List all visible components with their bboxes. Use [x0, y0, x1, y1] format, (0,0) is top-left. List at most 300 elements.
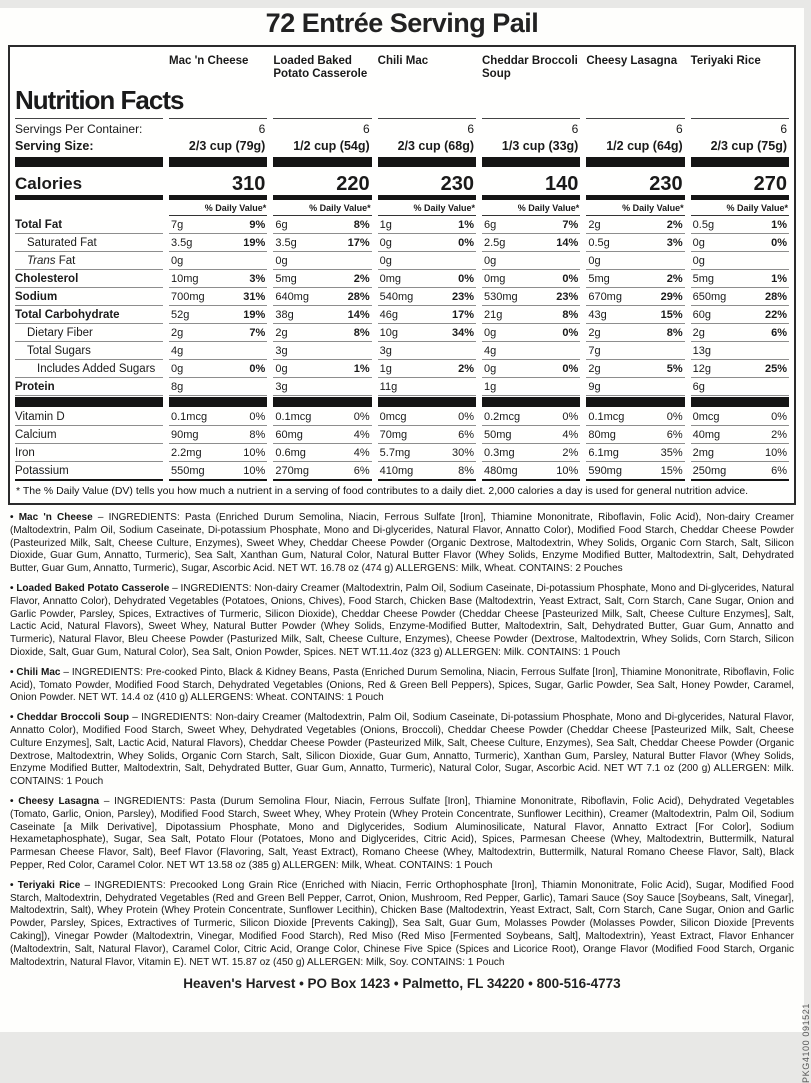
amount-value: 0g — [692, 237, 705, 249]
daily-value-header: % Daily Value* — [273, 201, 371, 216]
percent-daily-value: 2% — [771, 429, 787, 441]
nutrient-value-cell — [691, 462, 789, 481]
percent-daily-value: 6% — [771, 465, 787, 477]
percent-daily-value: 4% — [562, 429, 579, 441]
amount-value: 6.1mg — [588, 447, 619, 459]
percent-daily-value: 10% — [243, 465, 266, 477]
percent-daily-value: 8% — [458, 465, 474, 477]
vitamin-row — [10, 444, 794, 462]
amount-value: 43g — [588, 309, 607, 321]
percent-daily-value: 19% — [243, 309, 266, 321]
separator-bar-segment — [378, 397, 476, 407]
nutrient-value-cell — [691, 342, 789, 360]
product-name-header: Mac 'n Cheese — [169, 47, 267, 119]
percent-daily-value: 2% — [353, 273, 370, 285]
nutrient-value-cell — [691, 252, 789, 270]
nutrient-value-cell — [586, 408, 684, 426]
nutrient-value-cell — [482, 444, 580, 462]
percent-daily-value: 2% — [458, 363, 474, 375]
nutrient-value-cell — [482, 426, 580, 444]
separator-bar-segment — [691, 157, 789, 167]
servings-value: 6 — [675, 122, 683, 136]
calories-label: Calories — [15, 168, 163, 200]
nutrient-label: Potassium — [15, 462, 163, 481]
calories-value: 310 — [169, 170, 267, 200]
ingredient-paragraph: • Mac 'n Cheese – INGREDIENTS: Pasta (Enriched Durum Semolina, Niacin, Ferrous Sulfate [Iron], Thiamine Mononitrate, Riboflavin, Folic Acid), Non-dairy Creamer (Maltodextrin, Palm Oil, Sodium Caseinate, Di-potassium Phosphate, Mono and Di-glycerides, Natural Flavor, Annatto Color), Modified Food Starch, Cheddar Cheese Powder (Pasteurized Milk, Salt, Cheese Culture, Enzymes), Sweet Whey, Cheddar Cheese Powder (Organic Dextrose, Maltodextrin, Whey Solids, Organic Corn Starch, Salt, Silicon Dioxide, Guar Gum, Annatto, Turmeric), Sea Salt, Xanthan Gum, Natural Color, Natural Butter Flavor (Whey Solids, Enzyme Modified Butter, Maltodextrin, Salt, Dehydrated Butter, Guar Gum, Annatto, Turmeric), Sugar, Ascorbic Acid. NET WT. 16.78 oz (474 g) ALLERGENS: Milk, Wheat. CONTAINS: 2 Pouches — [10, 512, 794, 575]
daily-value-header: % Daily Value* — [378, 201, 476, 216]
amount-value: 6g — [692, 381, 705, 393]
product-name-header: Teriyaki Rice — [691, 47, 789, 119]
nutrient-value-cell — [482, 360, 580, 378]
nutrient-value-cell — [169, 288, 267, 306]
serving-size-row — [10, 137, 794, 156]
nutrient-row — [10, 306, 794, 324]
amount-value: 52g — [171, 309, 190, 321]
amount-value: 0g — [484, 255, 497, 267]
calories-row — [10, 168, 794, 201]
serving-size-label: Serving Size: — [15, 139, 94, 153]
amount-value: 700mg — [171, 291, 205, 303]
amount-value: 0mg — [379, 273, 402, 285]
nutrient-rows — [10, 216, 794, 396]
percent-daily-value: 9% — [249, 219, 266, 231]
product-header-row — [10, 47, 794, 119]
percent-daily-value: 3% — [666, 237, 683, 249]
amount-value: 2g — [588, 363, 601, 375]
ingredient-paragraph: • Chili Mac – INGREDIENTS: Pre-cooked Pinto, Black & Kidney Beans, Pasta (Enriched Durum Semolina, Niacin, Ferrous Sulfate [Iron], Thiamine Mononitrate, Riboflavin, Folic Acid), Tomato Powder, Modified Food Starch, Dehydrated Vegetables (Onions, Red & Green Bell Peppers), Spices, Sugar, Garlic Powder, Sea Salt, Honey Powder, Caramel, Onion Powder. NET WT. 14.4 oz (410 g) ALLERGENS: Wheat. CONTAINS: 1 Pouch — [10, 666, 794, 704]
percent-daily-value: 15% — [660, 309, 683, 321]
ingredient-paragraph: • Cheesy Lasagna – INGREDIENTS: Pasta (Durum Semolina Flour, Niacin, Ferrous Sulfate [Iron], Thiamine Mononitrate, Riboflavin, Folic Acid), Dehydrated Vegetables (Tomato, Garlic, Onion, Parsley), Modified Food Starch, Sweet Whey, Whey Protein (Whey Protein Concentrate, Sunflower Lecithin), Creamer (Maltodextrin, Palm Oil, Sodium Caseinate [a Milk Derivative], Dipotassium Phosphate, Mono and Diglycerides, Sodium Aluminosilicate, Natural Flavor, Annatto Extract [For Color], Sodium Hexametaphosphate), Sugar, Sea Salt, Potato Flour (Potatoes, Mono and Diglycerides, Citric Acid), Spices, Parmesan Cheese (Whey, Maltodextrin, Buttermilk, Natural Parmesan Cheese Flavor, Salt), Beef Flavor (Flavoring, Salt, Yeast Extract), Romano Cheese (Whey, Maltodextrin, Buttermilk, Natural Romano Cheese Flavor, Salt), Black Pepper, Red Color, Caramel Color. NET WT 13.58 oz (385 g) ALLERGEN: Milk, Wheat. CONTAINS: 1 Pouch — [10, 795, 794, 871]
percent-daily-value: 8% — [249, 429, 266, 441]
package-code: PKG4100 091521 — [801, 1003, 811, 1083]
nutrient-value-cell — [586, 216, 684, 234]
amount-value: 540mg — [379, 291, 414, 303]
ingredient-item-name: • Cheddar Broccoli Soup — [10, 712, 129, 724]
percent-daily-value: 28% — [764, 291, 787, 303]
nutrition-facts-title: Nutrition Facts — [15, 85, 163, 119]
percent-daily-value: 31% — [243, 291, 266, 303]
nutrient-value-cell — [482, 288, 580, 306]
nutrient-value-cell — [273, 306, 371, 324]
nutrient-value-cell — [169, 216, 267, 234]
nutrient-value-cell — [482, 324, 580, 342]
separator-bar-segment — [169, 157, 267, 167]
ingredients-section — [10, 512, 794, 969]
amount-value: 5.7mg — [379, 447, 411, 459]
percent-daily-value: 0% — [562, 273, 579, 285]
nutrient-value-cell — [378, 234, 476, 252]
nutrient-value-cell — [691, 288, 789, 306]
amount-value: 2mg — [692, 447, 715, 459]
ingredient-paragraph: • Loaded Baked Potato Casserole – INGREDIENTS: Non-dairy Creamer (Maltodextrin, Palm Oil, Sodium Caseinate, Di-potassium Phosphate, Mono and Di-glycerides, Natural Flavor, Annatto Color), Dehydrated Vegetables (Potatoes, Onions, Chives), Food Starch, Chicken Base (Maltodextrin, Yeast Extract, Salt, Corn Starch, Cane Sugar, Onion and Garlic Powder, Parsley, Spices, Extractives of Turmeric, Silicon Dioxide), Cheddar Cheese Powder (Cheddar Cheese [Pasteurized Milk, Salt, Cheese Culture Enzymes], Salt, Lactic Acid, Natural Flavors), Sweet Whey, Natural Butter Powder (Whey Solids, Enzyme-Modified Butter, Maltodextrin, Salt, Dehydrated Butter, Guar Gum, Annatto and Turmeric), Natural Flavor, Bleu Cheese Powder (Pasturized Milk, Salt, Cheese Culture, Enzymes), Cheese Powder (Dextrose, Maltodextrin, Whey Solids, Corn Starch, Silicon Dioxide, Salt, Guar Gum, Natural Color), Sea Salt, Onion Powder, Spices. NET WT.11.4oz (323 g) ALLERGEN: Milk. CONTAINS: 1 Pouch — [10, 582, 794, 658]
amount-value: 2.2mg — [171, 447, 202, 459]
vitamin-rows — [10, 408, 794, 481]
amount-value: 12g — [692, 363, 712, 375]
nutrient-value-cell — [273, 342, 371, 360]
nutrition-facts-table — [8, 45, 796, 505]
amount-value: 2g — [692, 327, 705, 339]
nutrient-label: Saturated Fat — [15, 234, 163, 252]
calories-value: 270 — [691, 170, 789, 200]
separator-bar-segment — [691, 397, 789, 407]
amount-value: 0.2mcg — [484, 411, 521, 423]
percent-daily-value: 14% — [347, 309, 370, 321]
nutrient-value-cell — [691, 306, 789, 324]
amount-value: 0g — [588, 255, 601, 267]
amount-value: 270mg — [275, 465, 309, 477]
percent-daily-value: 1% — [771, 219, 787, 231]
percent-daily-value: 30% — [451, 447, 474, 459]
nutrient-value-cell — [273, 270, 371, 288]
amount-value: 0g — [379, 237, 392, 249]
nutrient-label: Dietary Fiber — [15, 324, 163, 342]
amount-value: 0mcg — [379, 411, 407, 423]
percent-daily-value: 8% — [562, 309, 579, 321]
nutrient-label: Sodium — [15, 288, 163, 306]
amount-value: 7g — [588, 345, 601, 357]
nutrient-value-cell — [273, 234, 371, 252]
separator-bar-segment — [378, 157, 476, 167]
nutrient-value-cell — [169, 408, 267, 426]
amount-value: 0.6mg — [275, 447, 306, 459]
nutrient-value-cell — [691, 444, 789, 462]
product-name-header: Loaded Baked Potato Casserole — [273, 47, 371, 119]
amount-value: 8g — [171, 381, 184, 393]
product-name-header: Cheesy Lasagna — [586, 47, 684, 119]
serving-size-value: 1/2 cup (64g) — [606, 139, 683, 153]
percent-daily-value: 8% — [666, 327, 683, 339]
nutrient-value-cell — [482, 306, 580, 324]
footer-address: Heaven's Harvest • PO Box 1423 • Palmetto, FL 34220 • 800-516-4773 — [183, 976, 621, 992]
percent-daily-value: 8% — [353, 219, 370, 231]
nutrient-value-cell — [273, 444, 371, 462]
nutrient-row — [10, 360, 794, 378]
product-name-header: Cheddar Broccoli Soup — [482, 47, 580, 119]
nutrient-row — [10, 270, 794, 288]
nutrient-value-cell — [482, 234, 580, 252]
amount-value: 40mg — [692, 429, 721, 441]
nutrient-value-cell — [169, 444, 267, 462]
nutrient-value-cell — [691, 270, 789, 288]
percent-daily-value: 0% — [771, 237, 787, 249]
serving-size-value: 2/3 cup (75g) — [710, 139, 787, 153]
percent-daily-value: 4% — [353, 429, 370, 441]
nutrient-row — [10, 342, 794, 360]
nutrient-value-cell — [273, 288, 371, 306]
amount-value: 11g — [379, 381, 398, 393]
nutrient-value-cell — [378, 252, 476, 270]
separator-bar-segment — [273, 157, 371, 167]
amount-value: 0g — [484, 363, 497, 375]
percent-daily-value: 10% — [764, 447, 787, 459]
percent-daily-value: 7% — [249, 327, 266, 339]
amount-value: 0.3mg — [484, 447, 515, 459]
calories-value: 140 — [482, 170, 580, 200]
amount-value: 3g — [379, 345, 392, 357]
serving-size-value: 2/3 cup (68g) — [397, 139, 474, 153]
nutrient-label: Cholesterol — [15, 270, 163, 288]
percent-daily-value: 2% — [562, 447, 579, 459]
servings-value: 6 — [362, 122, 370, 136]
separator-bar-segment — [273, 397, 371, 407]
page-title: 72 Entrée Serving Pail — [265, 8, 539, 38]
amount-value: 2g — [275, 327, 288, 339]
amount-value: 2.5g — [484, 237, 506, 249]
nutrient-value-cell — [169, 342, 267, 360]
percent-daily-value: 19% — [243, 237, 266, 249]
percent-daily-value: 10% — [556, 465, 579, 477]
amount-value: 5mg — [275, 273, 297, 285]
amount-value: 0mg — [484, 273, 506, 285]
daily-value-header: % Daily Value* — [482, 201, 580, 216]
nutrient-value-cell — [586, 252, 684, 270]
nutrient-row — [10, 288, 794, 306]
vitamin-row — [10, 426, 794, 444]
percent-daily-value: 0% — [771, 411, 787, 423]
amount-value: 60mg — [275, 429, 303, 441]
amount-value: 2g — [588, 327, 601, 339]
servings-value: 6 — [571, 122, 579, 136]
amount-value: 550mg — [171, 465, 205, 477]
nutrient-value-cell — [482, 462, 580, 481]
calories-value: 220 — [273, 170, 371, 200]
nutrient-value-cell — [378, 444, 476, 462]
amount-value: 0g — [171, 255, 184, 267]
amount-value: 0g — [275, 255, 288, 267]
amount-value: 4g — [484, 345, 497, 357]
nutrient-value-cell — [586, 378, 684, 396]
percent-daily-value: 3% — [249, 273, 266, 285]
nutrient-value-cell — [586, 462, 684, 481]
servings-label: Servings Per Container: — [15, 122, 143, 136]
calories-value: 230 — [378, 170, 476, 200]
amount-value: 0.5g — [588, 237, 610, 249]
amount-value: 3g — [275, 381, 288, 393]
amount-value: 650mg — [692, 291, 727, 303]
percent-daily-value: 4% — [353, 447, 370, 459]
nutrient-row — [10, 216, 794, 234]
nutrient-value-cell — [169, 324, 267, 342]
amount-value: 590mg — [588, 465, 622, 477]
nutrient-value-cell — [586, 360, 684, 378]
nutrient-value-cell — [586, 444, 684, 462]
nutrient-value-cell — [273, 408, 371, 426]
nutrient-value-cell — [482, 270, 580, 288]
amount-value: 0g — [171, 363, 184, 375]
amount-value: 0g — [484, 327, 497, 339]
nutrient-value-cell — [378, 216, 476, 234]
daily-value-header: % Daily Value* — [691, 201, 789, 216]
vitamin-row — [10, 408, 794, 426]
ingredient-paragraph: • Teriyaki Rice – INGREDIENTS: Precooked Long Grain Rice (Enriched with Niacin, Ferric Orthophosphate [Iron], Thiamin Mononitrate, Folic Acid), Sugar, Modified Food Starch, Maltodextrin, Dehydrated Vegetables (Red and Green Bell Pepper, Carrot, Onion, Mushroom, Red Pepper, Garlic), Tamari Sauce (Soy Sauce [Soybeans, Salt, Vinegar], Maltodextrin, Salt), Whey Protein (Whey Protein Concentrate, Sunflower Lecithin), Chicken Base (Maltodextrin, Yeast Extract, Salt, Corn Starch, Cane Sugar, Onion and Garlic Powder, Parsley, Spices, Extractives of Turmeric, Silicon Dioxide [Prevents Caking]), Sea Salt, Guar Gum, Molasses Powder (Molasses Powder, Silicon Dioxide [Prevents Caking]), Vinegar Powder (Maltodextrin, Vinegar, Modified Food Starch), Red Miso (Red Miso [Fermented Soybeans, Salt], Maltodextrin), Yeast Extract, Flavor Enhancer (Maltodextrin, Salt, Natural Flavor), Caramel Color, Citric Acid, Orange Color, Chinese Five Spice (Spices and Licorice Root), Orange Flavor (Modified Food Starch, Organic Maltodextrin, Natural Flavor, Vitamin E). NET WT. 15.87 oz (450 g) ALLERGEN: Milk, Soy. CONTAINS: 1 Pouch — [10, 879, 794, 968]
nutrient-value-cell — [169, 270, 267, 288]
ingredient-item-name: • Mac 'n Cheese — [10, 512, 93, 523]
ingredient-item-name: • Cheesy Lasagna — [10, 795, 100, 807]
amount-value: 80mg — [588, 429, 616, 441]
nutrient-value-cell — [273, 216, 371, 234]
amount-value: 70mg — [379, 429, 408, 441]
nutrient-value-cell — [482, 342, 580, 360]
percent-daily-value: 29% — [660, 291, 683, 303]
nutrient-value-cell — [691, 324, 789, 342]
nutrient-label: Vitamin D — [15, 408, 163, 426]
amount-value: 0g — [379, 255, 392, 267]
amount-value: 480mg — [484, 465, 518, 477]
nutrient-value-cell — [378, 408, 476, 426]
nutrient-label: Calcium — [15, 426, 163, 444]
nutrient-value-cell — [169, 360, 267, 378]
nutrient-value-cell — [273, 426, 371, 444]
nutrient-label: Total Sugars — [15, 342, 163, 360]
nutrient-value-cell — [691, 216, 789, 234]
percent-daily-value: 17% — [451, 309, 474, 321]
nutrient-value-cell — [378, 306, 476, 324]
percent-daily-value: 1% — [771, 273, 787, 285]
percent-daily-value: 7% — [562, 219, 579, 231]
daily-value-header: % Daily Value* — [169, 201, 267, 216]
amount-value: 7g — [171, 219, 184, 231]
ingredient-item-name: • Teriyaki Rice — [10, 879, 81, 891]
amount-value: 5mg — [588, 273, 610, 285]
amount-value: 9g — [588, 381, 601, 393]
amount-value: 2g — [588, 219, 601, 231]
servings-value: 6 — [467, 122, 474, 136]
amount-value: 90mg — [171, 429, 199, 441]
nutrient-label: Trans Fat — [15, 252, 163, 270]
separator-bar — [10, 157, 794, 167]
nutrient-label: Protein — [15, 378, 163, 396]
percent-daily-value: 23% — [556, 291, 579, 303]
separator-bar-segment — [15, 157, 163, 167]
nutrient-value-cell — [169, 306, 267, 324]
nutrient-value-cell — [691, 408, 789, 426]
nutrient-value-cell — [378, 360, 476, 378]
amount-value: 2g — [171, 327, 184, 339]
percent-daily-value: 5% — [666, 363, 683, 375]
nutrient-value-cell — [586, 234, 684, 252]
amount-value: 50mg — [484, 429, 512, 441]
nutrient-value-cell — [586, 342, 684, 360]
amount-value: 6g — [275, 219, 288, 231]
separator-bar-segment — [586, 397, 684, 407]
nutrient-row — [10, 324, 794, 342]
amount-value: 530mg — [484, 291, 518, 303]
nutrient-value-cell — [691, 426, 789, 444]
percent-daily-value: 6% — [666, 429, 683, 441]
nutrient-value-cell — [378, 324, 476, 342]
nutrient-value-cell — [378, 342, 476, 360]
percent-daily-value: 35% — [660, 447, 683, 459]
amount-value: 0.5g — [692, 219, 715, 231]
daily-value-footnote: * The % Daily Value (DV) tells you how much a nutrient in a serving of food contributes to a daily diet. 2,000 calories a day is used for general nutrition advice. — [16, 485, 749, 497]
amount-value: 4g — [171, 345, 184, 357]
percent-daily-value: 34% — [451, 327, 474, 339]
amount-value: 1g — [379, 219, 392, 231]
percent-daily-value: 6% — [771, 327, 787, 339]
separator-bar-segment — [169, 397, 267, 407]
nutrient-value-cell — [586, 306, 684, 324]
percent-daily-value: 28% — [347, 291, 370, 303]
amount-value: 3g — [275, 345, 288, 357]
amount-value: 0.1mcg — [275, 411, 312, 423]
nutrient-label: Total Fat — [15, 216, 163, 234]
daily-value-header: % Daily Value* — [586, 201, 684, 216]
percent-daily-value: 1% — [458, 219, 474, 231]
amount-value: 0.1mcg — [588, 411, 625, 423]
amount-value: 670mg — [588, 291, 622, 303]
nutrient-value-cell — [691, 360, 789, 378]
percent-daily-value: 0% — [458, 273, 474, 285]
percent-daily-value: 0% — [562, 363, 579, 375]
percent-daily-value: 6% — [353, 465, 370, 477]
percent-daily-value: 23% — [451, 291, 474, 303]
amount-value: 410mg — [379, 465, 414, 477]
nutrient-value-cell — [586, 288, 684, 306]
separator-bar-segment — [482, 397, 580, 407]
nutrient-row — [10, 252, 794, 270]
amount-value: 6g — [484, 219, 497, 231]
nutrient-value-cell — [378, 378, 476, 396]
nutrient-value-cell — [586, 270, 684, 288]
amount-value: 1g — [379, 363, 392, 375]
percent-daily-value: 15% — [660, 465, 683, 477]
amount-value: 250mg — [692, 465, 727, 477]
nutrient-value-cell — [691, 234, 789, 252]
vitamin-row — [10, 462, 794, 481]
nutrient-value-cell — [586, 426, 684, 444]
serving-size-value: 1/3 cup (33g) — [501, 139, 579, 153]
nutrient-row — [10, 378, 794, 396]
amount-value: 0mcg — [692, 411, 720, 423]
ingredient-item-name: • Loaded Baked Potato Casserole — [10, 582, 170, 594]
amount-value: 3.5g — [171, 237, 193, 249]
nutrient-value-cell — [169, 234, 267, 252]
nutrient-row — [10, 234, 794, 252]
calories-value: 230 — [586, 170, 684, 200]
percent-daily-value: 2% — [666, 273, 683, 285]
nutrient-value-cell — [169, 252, 267, 270]
percent-daily-value: 22% — [764, 309, 787, 321]
serving-pail-label — [0, 8, 811, 1083]
separator-bar-segment — [586, 157, 684, 167]
nutrient-label: Total Carbohydrate — [15, 306, 163, 324]
nutrient-value-cell — [169, 462, 267, 481]
nutrient-value-cell — [482, 408, 580, 426]
amount-value: 13g — [692, 345, 712, 357]
nutrient-value-cell — [273, 378, 371, 396]
percent-daily-value: 0% — [562, 411, 579, 423]
amount-value: 1g — [484, 381, 497, 393]
nutrient-value-cell — [378, 462, 476, 481]
amount-value: 3.5g — [275, 237, 297, 249]
amount-value: 0g — [692, 255, 705, 267]
serving-size-value: 2/3 cup (79g) — [188, 139, 266, 153]
daily-value-spacer — [15, 201, 163, 216]
servings-value: 6 — [258, 122, 266, 136]
nutrient-value-cell — [378, 288, 476, 306]
servings-per-container-row — [10, 119, 794, 137]
ingredient-paragraph: • Cheddar Broccoli Soup – INGREDIENTS: Non-dairy Creamer (Maltodextrin, Palm Oil, Sodium Caseinate, Di-potassium Phosphate, Mono and Di-glycerides, Natural Flavor, Annatto Color), Modified Food Starch, Sweet Whey, Dehydrated Vegetables (Onions, Broccoli), Cheddar Cheese Powder (Cheddar Cheese [Pasteurized Milk, Salt, Cheese Culture Enzymes], Salt, Lactic Acid, Natural Flavors), Cheddar Cheese Powder (Pasteurized Milk, Salt, Cheese Culture, Enzymes), Sea Salt, Cheddar Cheese Powder (Organic Dextrose, Maltodextrin, Whey Solids, Organic Corn Starch, Salt, Silicon Dioxide, Guar Gum, Annatto, Turmeric), Xanthan Gum, Parsley, Natural Butter Flavor (Whey Solids, Enzyme Modified Butter, Maltodextrin, Salt, Dehydrated Butter, Guar Gum, Annatto, Turmeric), Natural Color, Sugar, Ascorbic Acid. NET WT 7.1 oz (200 g) ALLERGEN: Milk. CONTAINS: 1 Pouch — [10, 712, 794, 788]
percent-daily-value: 0% — [562, 327, 579, 339]
nutrient-value-cell — [378, 270, 476, 288]
percent-daily-value: 6% — [458, 429, 474, 441]
percent-daily-value: 25% — [764, 363, 787, 375]
amount-value: 10mg — [171, 273, 199, 285]
percent-daily-value: 0% — [249, 363, 266, 375]
serving-size-value: 1/2 cup (54g) — [293, 139, 370, 153]
nutrient-label: Includes Added Sugars — [15, 360, 163, 378]
separator-bar — [10, 397, 794, 407]
